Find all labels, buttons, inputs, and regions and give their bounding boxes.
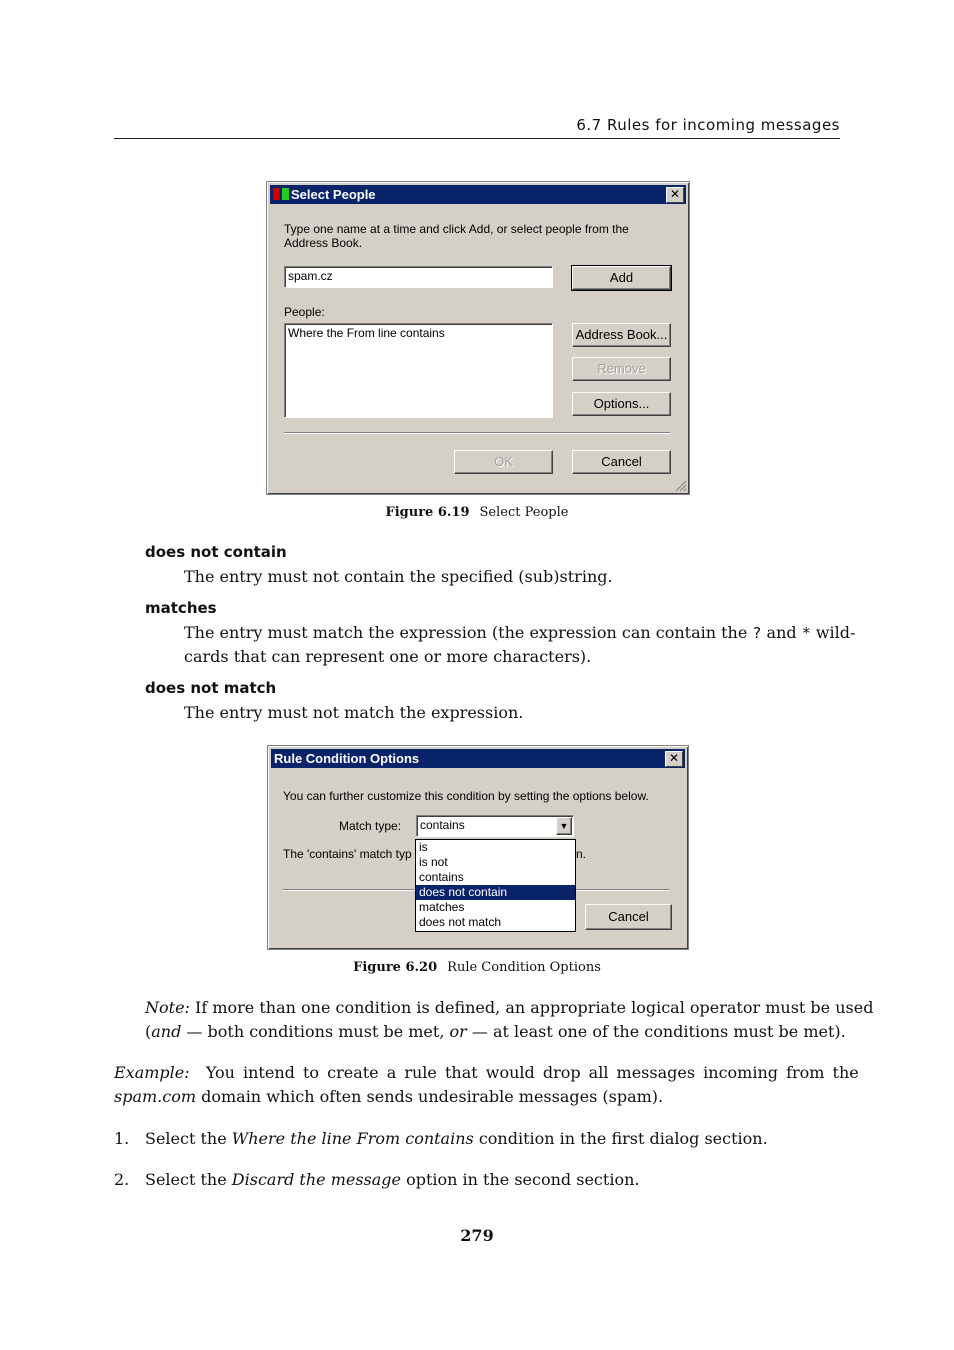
- intro-text: You can further customize this condition by setting the options below.: [283, 789, 649, 803]
- example-text: domain which often sends undesirable messages (spam).: [196, 1087, 664, 1106]
- dropdown-option-contains[interactable]: contains: [419, 870, 464, 884]
- desc-text: and: [761, 623, 802, 642]
- note-text: (: [145, 1022, 152, 1041]
- description-text-end: n.: [576, 847, 587, 861]
- step-number: 1.: [114, 1129, 130, 1148]
- desc-text: The entry must match the expression (the expression can contain the: [184, 623, 753, 642]
- dropdown-option-does-not-contain[interactable]: does not contain: [416, 885, 575, 900]
- chevron-down-icon[interactable]: ▼: [556, 817, 572, 835]
- dropdown-option-is[interactable]: is: [419, 840, 428, 854]
- desc-text: wild-: [810, 623, 856, 642]
- wildcard-question: ?: [752, 624, 762, 642]
- people-label: People:: [284, 305, 325, 319]
- cancel-button[interactable]: Cancel: [585, 904, 672, 930]
- options-button[interactable]: Options...: [572, 392, 671, 416]
- list-item: [114, 1168, 840, 1192]
- description-text: The 'contains' match typ: [283, 847, 412, 861]
- rule-condition-titlebar[interactable]: [271, 749, 685, 768]
- step-text-pre: Select the: [145, 1129, 232, 1148]
- address-book-button[interactable]: Address Book...: [572, 323, 671, 347]
- select-people-dialog: [266, 181, 690, 495]
- term-does-not-match: does not match: [145, 679, 277, 697]
- figure-number: Figure 6.20: [353, 960, 438, 975]
- step-text-post: option in the second section.: [401, 1170, 640, 1189]
- desc-matches-line-1: [184, 621, 856, 645]
- term-does-not-contain: does not contain: [145, 543, 287, 561]
- instruction-text: [284, 222, 629, 250]
- match-type-dropdown-list[interactable]: [415, 839, 576, 932]
- step-emphasis: Where the line From contains: [231, 1129, 474, 1148]
- figure-caption-6-19: [0, 505, 954, 520]
- note-paragraph: [145, 996, 874, 1044]
- ok-button[interactable]: OK: [454, 450, 553, 474]
- example-label: Example:: [114, 1063, 190, 1082]
- dialog-title: Select People: [291, 187, 376, 202]
- example-domain: spam.com: [114, 1087, 197, 1106]
- cancel-button[interactable]: Cancel: [572, 450, 671, 474]
- figure-title: Rule Condition Options: [447, 960, 601, 975]
- desc-matches-line-2: cards that can represent one or more characters).: [184, 647, 592, 666]
- figure-title: Select People: [479, 505, 569, 520]
- example-paragraph: [114, 1061, 859, 1109]
- step-text-post: condition in the first dialog section.: [473, 1129, 768, 1148]
- note-text: — both conditions must be met,: [181, 1022, 450, 1041]
- app-icon: [273, 188, 289, 200]
- dropdown-option-matches[interactable]: matches: [419, 900, 465, 914]
- instruction-line-1: Type one name at a time and click Add, or select people from the: [284, 222, 629, 236]
- running-header: [114, 114, 840, 139]
- page-number: 279: [460, 1226, 494, 1245]
- people-list-item[interactable]: Where the From line contains: [288, 326, 445, 340]
- desc-does-not-match: The entry must not match the expression.: [184, 703, 524, 722]
- step-text: [145, 1127, 768, 1151]
- note-and: and: [151, 1022, 182, 1041]
- note-text: — at least one of the conditions must be met).: [466, 1022, 846, 1041]
- note-or: or: [449, 1022, 467, 1041]
- remove-button[interactable]: Remove: [572, 357, 671, 381]
- step-text-pre: Select the: [145, 1170, 232, 1189]
- step-text: [145, 1168, 639, 1192]
- example-text: You intend to create a rule that would drop all messages incoming from the: [189, 1063, 859, 1082]
- dropdown-option-does-not-match[interactable]: does not match: [419, 915, 502, 929]
- select-people-titlebar[interactable]: [270, 185, 686, 204]
- section-title: 6.7 Rules for incoming messages: [576, 116, 840, 134]
- note-label: Note:: [145, 998, 190, 1017]
- figure-number: Figure 6.19: [385, 505, 470, 520]
- dropdown-option-is-not[interactable]: is not: [419, 855, 448, 869]
- instruction-line-2: Address Book.: [284, 236, 363, 250]
- close-icon[interactable]: ✕: [665, 751, 683, 767]
- resize-grip-icon[interactable]: [675, 480, 687, 492]
- divider: [284, 432, 670, 434]
- rule-condition-dialog: [267, 745, 689, 950]
- add-button[interactable]: Add: [572, 266, 671, 290]
- list-item: [114, 1127, 840, 1151]
- close-icon[interactable]: ✕: [666, 187, 684, 203]
- dialog-title: Rule Condition Options: [274, 751, 420, 766]
- match-type-select[interactable]: [416, 815, 574, 837]
- name-input[interactable]: spam.cz: [284, 266, 553, 288]
- note-text: If more than one condition is defined, an appropriate logical operator must be used: [189, 998, 874, 1017]
- term-matches: matches: [145, 599, 217, 617]
- figure-caption-6-20: [0, 960, 954, 975]
- people-list[interactable]: [284, 323, 553, 418]
- match-type-label: Match type:: [339, 819, 402, 833]
- match-type-value: contains: [420, 818, 465, 832]
- step-number: 2.: [114, 1170, 130, 1189]
- step-emphasis: Discard the message: [231, 1170, 402, 1189]
- desc-does-not-contain: The entry must not contain the specified (sub)string.: [184, 567, 613, 586]
- wildcard-star: *: [801, 624, 811, 642]
